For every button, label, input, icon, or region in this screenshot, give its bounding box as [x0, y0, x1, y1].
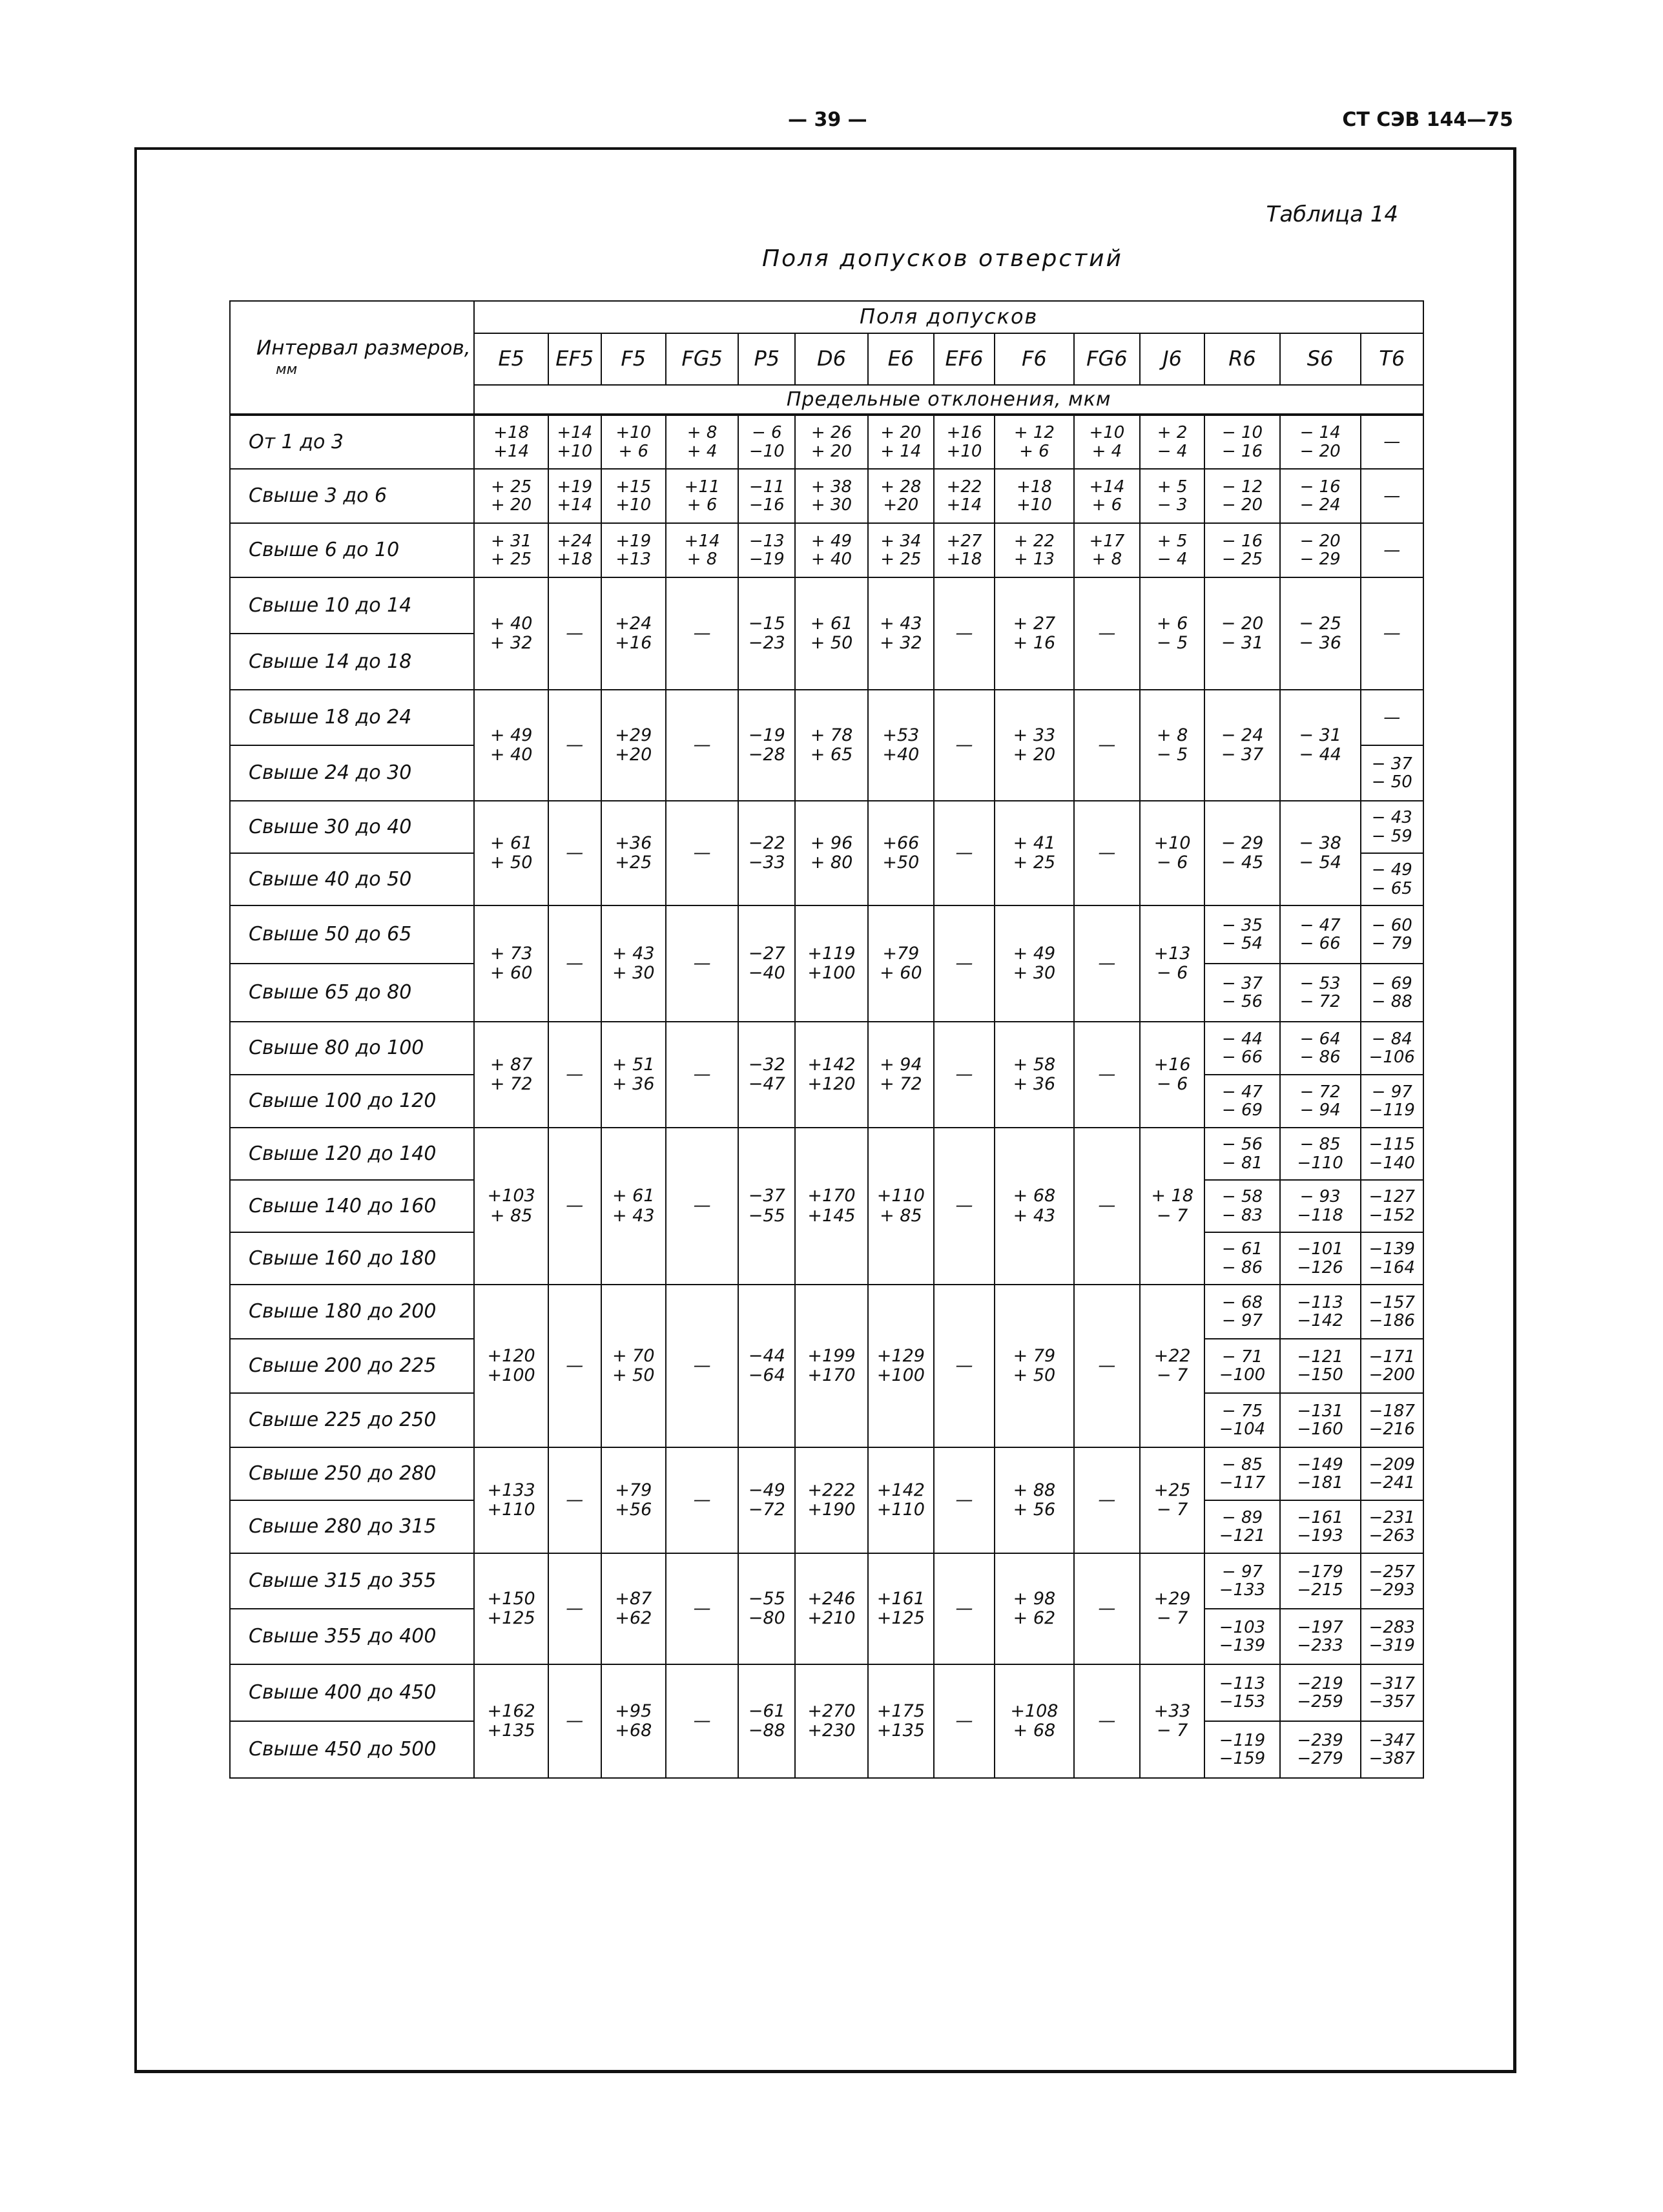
cell-r6: − 29 − 45 [1204, 801, 1280, 905]
cell-ef6: — [934, 577, 995, 690]
cell-fg5: — [666, 1664, 738, 1778]
size-interval: Свыше 355 до 400 [230, 1609, 474, 1664]
table-title: Поля допусков отверстий [762, 245, 1123, 272]
table-row [230, 469, 1423, 523]
cell-j6: +10 − 6 [1140, 801, 1204, 905]
cell-f6: + 22 + 13 [995, 523, 1074, 577]
column-code-ef6: EF6 [934, 333, 995, 385]
cell-e5: +120 +100 [474, 1285, 548, 1447]
cell-j6: + 18 − 7 [1140, 1128, 1204, 1285]
cell-ef6: — [934, 801, 995, 905]
cell-fg6: — [1074, 1553, 1140, 1664]
cell-ef5: — [548, 1447, 601, 1553]
cell-t6: − 49 − 65 [1361, 853, 1423, 905]
cell-r6: −119 −159 [1204, 1721, 1280, 1778]
size-interval: Свыше 10 до 14 [230, 577, 474, 634]
cell-e6: + 34 + 25 [868, 523, 934, 577]
cell-j6: + 5 − 4 [1140, 523, 1204, 577]
cell-e6: + 43 + 32 [868, 577, 934, 690]
cell-s6: −113 −142 [1280, 1285, 1361, 1339]
cell-fg6: — [1074, 1128, 1140, 1285]
cell-t6: — [1361, 690, 1423, 745]
cell-f6: + 79 + 50 [995, 1285, 1074, 1447]
cell-t6: −209 −241 [1361, 1447, 1423, 1500]
cell-j6: +16 − 6 [1140, 1022, 1204, 1128]
cell-ef5: — [548, 905, 601, 1022]
cell-r6: − 61 − 86 [1204, 1232, 1280, 1285]
size-interval: Свыше 450 до 500 [230, 1721, 474, 1778]
cell-r6: − 97 −133 [1204, 1553, 1280, 1609]
cell-fg5: — [666, 577, 738, 690]
interval-unit: мм [276, 362, 298, 378]
cell-fg5: +14 + 8 [666, 523, 738, 577]
cell-r6: − 68 − 97 [1204, 1285, 1280, 1339]
cell-d6: +246 +210 [795, 1553, 867, 1664]
cell-fg5: — [666, 1128, 738, 1285]
cell-ef5: — [548, 801, 601, 905]
cell-r6: − 47 − 69 [1204, 1075, 1280, 1128]
cell-s6: −197 −233 [1280, 1609, 1361, 1664]
column-code-e6: E6 [868, 333, 934, 385]
cell-d6: + 78 + 65 [795, 690, 867, 801]
cell-e6: + 94 + 72 [868, 1022, 934, 1128]
cell-s6: −219 −259 [1280, 1664, 1361, 1721]
column-code-r6: R6 [1204, 333, 1280, 385]
cell-j6: + 5 − 3 [1140, 469, 1204, 523]
cell-ef5: +19 +14 [548, 469, 601, 523]
table-row [230, 801, 1423, 853]
cell-r6: − 75 −104 [1204, 1393, 1280, 1447]
cell-ef6: — [934, 905, 995, 1022]
cell-d6: + 61 + 50 [795, 577, 867, 690]
cell-r6: − 89 −121 [1204, 1500, 1280, 1553]
cell-p5: − 6 −10 [738, 415, 795, 469]
cell-e5: + 87 + 72 [474, 1022, 548, 1128]
cell-s6: − 31 − 44 [1280, 690, 1361, 801]
cell-e6: +110 + 85 [868, 1128, 934, 1285]
cell-e6: +175 +135 [868, 1664, 934, 1778]
cell-fg6: — [1074, 905, 1140, 1022]
cell-f6: + 27 + 16 [995, 577, 1074, 690]
cell-r6: − 71 −100 [1204, 1339, 1280, 1393]
table-row [230, 690, 1423, 745]
cell-t6: — [1361, 523, 1423, 577]
cell-e6: +129 +100 [868, 1285, 934, 1447]
cell-s6: − 38 − 54 [1280, 801, 1361, 905]
cell-p5: −55 −80 [738, 1553, 795, 1664]
cell-d6: +142 +120 [795, 1022, 867, 1128]
cell-f5: + 70 + 50 [601, 1285, 666, 1447]
cell-f5: +29 +20 [601, 690, 666, 801]
size-interval: Свыше 24 до 30 [230, 745, 474, 801]
column-code-f6: F6 [995, 333, 1074, 385]
cell-t6: −187 −216 [1361, 1393, 1423, 1447]
cell-p5: −44 −64 [738, 1285, 795, 1447]
cell-e5: +133 +110 [474, 1447, 548, 1553]
table-row [230, 1664, 1423, 1721]
cell-ef5: — [548, 1285, 601, 1447]
tolerance-fields-header: Поля допусков [474, 301, 1423, 333]
cell-ef6: — [934, 1553, 995, 1664]
cell-d6: + 49 + 40 [795, 523, 867, 577]
cell-f6: + 33 + 20 [995, 690, 1074, 801]
cell-d6: +199 +170 [795, 1285, 867, 1447]
cell-fg5: — [666, 1022, 738, 1128]
cell-f5: +24 +16 [601, 577, 666, 690]
cell-f6: + 68 + 43 [995, 1128, 1074, 1285]
cell-p5: −13 −19 [738, 523, 795, 577]
cell-p5: −37 −55 [738, 1128, 795, 1285]
table-row [230, 415, 1423, 469]
tolerance-table [229, 300, 1424, 1779]
cell-e6: +161 +125 [868, 1553, 934, 1664]
cell-t6: − 43 − 59 [1361, 801, 1423, 853]
cell-fg5: +11 + 6 [666, 469, 738, 523]
table-row [230, 577, 1423, 634]
cell-p5: −32 −47 [738, 1022, 795, 1128]
column-code-e5: E5 [474, 333, 548, 385]
cell-e5: +150 +125 [474, 1553, 548, 1664]
cell-fg6: — [1074, 1447, 1140, 1553]
cell-j6: +25 − 7 [1140, 1447, 1204, 1553]
cell-d6: + 96 + 80 [795, 801, 867, 905]
cell-t6: − 60 − 79 [1361, 905, 1423, 964]
cell-d6: +270 +230 [795, 1664, 867, 1778]
cell-t6: −231 −263 [1361, 1500, 1423, 1553]
cell-f5: + 61 + 43 [601, 1128, 666, 1285]
size-interval: Свыше 140 до 160 [230, 1180, 474, 1232]
size-interval: Свыше 80 до 100 [230, 1022, 474, 1075]
cell-ef6: +22 +14 [934, 469, 995, 523]
cell-f5: +10 + 6 [601, 415, 666, 469]
cell-ef6: — [934, 1022, 995, 1128]
cell-s6: −121 −150 [1280, 1339, 1361, 1393]
cell-t6: − 37 − 50 [1361, 745, 1423, 801]
cell-ef5: — [548, 1664, 601, 1778]
table-row [230, 1553, 1423, 1609]
column-code-ef5: EF5 [548, 333, 601, 385]
cell-t6: −283 −319 [1361, 1609, 1423, 1664]
cell-ef6: +16 +10 [934, 415, 995, 469]
cell-e5: + 31 + 25 [474, 523, 548, 577]
size-interval: Свыше 65 до 80 [230, 964, 474, 1022]
size-interval: Свыше 280 до 315 [230, 1500, 474, 1553]
cell-fg6: +17 + 8 [1074, 523, 1140, 577]
cell-ef5: +14 +10 [548, 415, 601, 469]
cell-j6: +29 − 7 [1140, 1553, 1204, 1664]
cell-s6: − 85 −110 [1280, 1128, 1361, 1180]
cell-p5: −49 −72 [738, 1447, 795, 1553]
cell-ef6: — [934, 1447, 995, 1553]
cell-s6: −161 −193 [1280, 1500, 1361, 1553]
cell-e6: + 28 +20 [868, 469, 934, 523]
cell-r6: − 20 − 31 [1204, 577, 1280, 690]
cell-fg6: — [1074, 690, 1140, 801]
size-interval: Свыше 180 до 200 [230, 1285, 474, 1339]
cell-r6: − 12 − 20 [1204, 469, 1280, 523]
cell-ef5: — [548, 1022, 601, 1128]
cell-r6: − 85 −117 [1204, 1447, 1280, 1500]
size-interval: Свыше 200 до 225 [230, 1339, 474, 1393]
cell-fg6: — [1074, 1022, 1140, 1128]
cell-t6: — [1361, 577, 1423, 690]
cell-t6: −257 −293 [1361, 1553, 1423, 1609]
cell-t6: −157 −186 [1361, 1285, 1423, 1339]
cell-t6: − 97 −119 [1361, 1075, 1423, 1128]
cell-e5: + 40 + 32 [474, 577, 548, 690]
cell-f5: +87 +62 [601, 1553, 666, 1664]
cell-t6: — [1361, 415, 1423, 469]
cell-ef5: — [548, 577, 601, 690]
cell-s6: − 93 −118 [1280, 1180, 1361, 1232]
size-interval: Свыше 400 до 450 [230, 1664, 474, 1721]
table-row [230, 905, 1423, 964]
cell-ef6: — [934, 1664, 995, 1778]
cell-fg6: +10 + 4 [1074, 415, 1140, 469]
cell-ef5: — [548, 1128, 601, 1285]
cell-ef5: +24 +18 [548, 523, 601, 577]
cell-r6: − 24 − 37 [1204, 690, 1280, 801]
cell-p5: −61 −88 [738, 1664, 795, 1778]
cell-f6: + 88 + 56 [995, 1447, 1074, 1553]
cell-s6: − 53 − 72 [1280, 964, 1361, 1022]
table-label: Таблица 14 [1266, 202, 1398, 227]
cell-r6: − 10 − 16 [1204, 415, 1280, 469]
cell-t6: −171 −200 [1361, 1339, 1423, 1393]
cell-fg6: — [1074, 1285, 1140, 1447]
interval-header: Интервал размеров, мм [230, 301, 474, 415]
cell-f5: +95 +68 [601, 1664, 666, 1778]
cell-f5: +36 +25 [601, 801, 666, 905]
cell-f6: + 41 + 25 [995, 801, 1074, 905]
table-row [230, 1128, 1423, 1180]
cell-f6: +108 + 68 [995, 1664, 1074, 1778]
cell-fg5: — [666, 1553, 738, 1664]
cell-j6: +13 − 6 [1140, 905, 1204, 1022]
cell-j6: +33 − 7 [1140, 1664, 1204, 1778]
cell-fg5: — [666, 1285, 738, 1447]
cell-s6: − 64 − 86 [1280, 1022, 1361, 1075]
cell-s6: − 25 − 36 [1280, 577, 1361, 690]
size-interval: От 1 до 3 [230, 415, 474, 469]
cell-d6: +222 +190 [795, 1447, 867, 1553]
cell-f5: + 43 + 30 [601, 905, 666, 1022]
size-interval: Свыше 40 до 50 [230, 853, 474, 905]
size-interval: Свыше 6 до 10 [230, 523, 474, 577]
cell-e5: +162 +135 [474, 1664, 548, 1778]
cell-j6: + 2 − 4 [1140, 415, 1204, 469]
cell-s6: − 20 − 29 [1280, 523, 1361, 577]
cell-f5: +19 +13 [601, 523, 666, 577]
cell-fg5: + 8 + 4 [666, 415, 738, 469]
cell-fg6: — [1074, 1664, 1140, 1778]
cell-ef6: — [934, 1285, 995, 1447]
cell-s6: − 47 − 66 [1280, 905, 1361, 964]
cell-s6: −239 −279 [1280, 1721, 1361, 1778]
cell-t6: −115 −140 [1361, 1128, 1423, 1180]
size-interval: Свыше 225 до 250 [230, 1393, 474, 1447]
cell-f5: +79 +56 [601, 1447, 666, 1553]
cell-t6: − 69 − 88 [1361, 964, 1423, 1022]
size-interval: Свыше 120 до 140 [230, 1128, 474, 1180]
cell-f6: + 58 + 36 [995, 1022, 1074, 1128]
cell-e5: +18 +14 [474, 415, 548, 469]
cell-s6: −101 −126 [1280, 1232, 1361, 1285]
cell-s6: −179 −215 [1280, 1553, 1361, 1609]
deviations-subheader: Предельные отклонения, мкм [474, 385, 1423, 415]
cell-ef6: — [934, 1128, 995, 1285]
table-row [230, 1285, 1423, 1339]
cell-e5: + 73 + 60 [474, 905, 548, 1022]
cell-r6: −103 −139 [1204, 1609, 1280, 1664]
cell-ef6: +27 +18 [934, 523, 995, 577]
cell-r6: − 16 − 25 [1204, 523, 1280, 577]
size-interval: Свыше 18 до 24 [230, 690, 474, 745]
column-code-fg6: FG6 [1074, 333, 1140, 385]
cell-fg6: +14 + 6 [1074, 469, 1140, 523]
cell-e6: +142 +110 [868, 1447, 934, 1553]
cell-r6: − 58 − 83 [1204, 1180, 1280, 1232]
size-interval: Свыше 250 до 280 [230, 1447, 474, 1500]
standard-code: СТ СЭВ 144—75 [1342, 109, 1513, 131]
cell-f5: +15 +10 [601, 469, 666, 523]
cell-e6: +66 +50 [868, 801, 934, 905]
cell-t6: −127 −152 [1361, 1180, 1423, 1232]
cell-p5: −19 −28 [738, 690, 795, 801]
cell-e5: + 61 + 50 [474, 801, 548, 905]
cell-d6: +170 +145 [795, 1128, 867, 1285]
cell-s6: − 14 − 20 [1280, 415, 1361, 469]
cell-p5: −11 −16 [738, 469, 795, 523]
cell-fg5: — [666, 1447, 738, 1553]
cell-r6: − 44 − 66 [1204, 1022, 1280, 1075]
column-code-p5: P5 [738, 333, 795, 385]
cell-r6: − 56 − 81 [1204, 1128, 1280, 1180]
cell-s6: −149 −181 [1280, 1447, 1361, 1500]
column-code-d6: D6 [795, 333, 867, 385]
cell-e6: + 20 + 14 [868, 415, 934, 469]
cell-fg5: — [666, 905, 738, 1022]
cell-f6: + 49 + 30 [995, 905, 1074, 1022]
cell-j6: + 8 − 5 [1140, 690, 1204, 801]
size-interval: Свыше 315 до 355 [230, 1553, 474, 1609]
cell-t6: −347 −387 [1361, 1721, 1423, 1778]
cell-ef6: — [934, 690, 995, 801]
cell-p5: −22 −33 [738, 801, 795, 905]
cell-f6: + 12 + 6 [995, 415, 1074, 469]
cell-t6: — [1361, 469, 1423, 523]
size-interval: Свыше 50 до 65 [230, 905, 474, 964]
cell-r6: −113 −153 [1204, 1664, 1280, 1721]
column-code-s6: S6 [1280, 333, 1361, 385]
column-code-j6: J6 [1140, 333, 1204, 385]
table-row [230, 1447, 1423, 1500]
column-code-f5: F5 [601, 333, 666, 385]
cell-p5: −15 −23 [738, 577, 795, 690]
cell-s6: − 16 − 24 [1280, 469, 1361, 523]
cell-s6: − 72 − 94 [1280, 1075, 1361, 1128]
table-row [230, 1022, 1423, 1075]
column-code-fg5: FG5 [666, 333, 738, 385]
cell-r6: − 37 − 56 [1204, 964, 1280, 1022]
cell-t6: −317 −357 [1361, 1664, 1423, 1721]
cell-f5: + 51 + 36 [601, 1022, 666, 1128]
table-body [230, 415, 1423, 1778]
cell-t6: − 84 −106 [1361, 1022, 1423, 1075]
cell-e6: +79 + 60 [868, 905, 934, 1022]
cell-d6: + 26 + 20 [795, 415, 867, 469]
cell-j6: +22 − 7 [1140, 1285, 1204, 1447]
cell-e5: + 49 + 40 [474, 690, 548, 801]
cell-r6: − 35 − 54 [1204, 905, 1280, 964]
table-row [230, 523, 1423, 577]
cell-p5: −27 −40 [738, 905, 795, 1022]
cell-fg5: — [666, 690, 738, 801]
cell-e5: + 25 + 20 [474, 469, 548, 523]
cell-fg6: — [1074, 577, 1140, 690]
page-number: — 39 — [788, 109, 867, 131]
cell-f6: +18 +10 [995, 469, 1074, 523]
cell-ef5: — [548, 690, 601, 801]
size-interval: Свыше 3 до 6 [230, 469, 474, 523]
column-code-t6: T6 [1361, 333, 1423, 385]
size-interval: Свыше 14 до 18 [230, 634, 474, 690]
cell-s6: −131 −160 [1280, 1393, 1361, 1447]
size-interval: Свыше 30 до 40 [230, 801, 474, 853]
cell-j6: + 6 − 5 [1140, 577, 1204, 690]
cell-fg6: — [1074, 801, 1140, 905]
size-interval: Свыше 100 до 120 [230, 1075, 474, 1128]
cell-d6: + 38 + 30 [795, 469, 867, 523]
cell-fg5: — [666, 801, 738, 905]
cell-e6: +53 +40 [868, 690, 934, 801]
cell-t6: −139 −164 [1361, 1232, 1423, 1285]
cell-f6: + 98 + 62 [995, 1553, 1074, 1664]
size-interval: Свыше 160 до 180 [230, 1232, 474, 1285]
cell-d6: +119 +100 [795, 905, 867, 1022]
cell-ef5: — [548, 1553, 601, 1664]
cell-e5: +103 + 85 [474, 1128, 548, 1285]
